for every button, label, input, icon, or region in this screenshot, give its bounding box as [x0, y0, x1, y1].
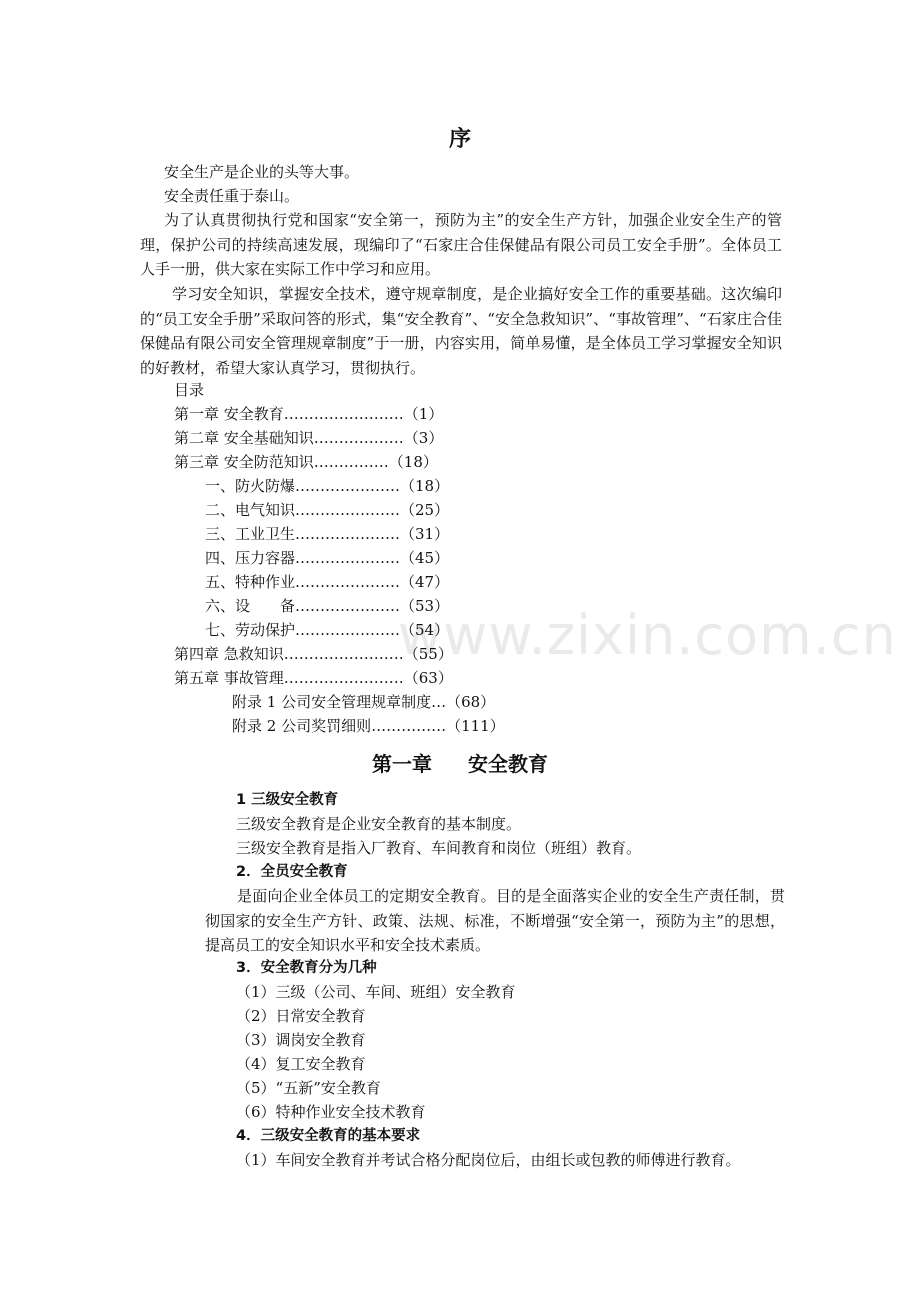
- preface-line-2: 安全责任重于泰山。: [164, 187, 300, 205]
- watermark: www.zixin.com.cn: [398, 604, 897, 667]
- section-3-item: （1）三级（公司、车间、班组）安全教育: [236, 983, 516, 1001]
- section-4-heading: 4．三级安全教育的基本要求: [236, 1128, 421, 1144]
- chapter-name: 安全教育: [468, 752, 548, 776]
- section-1-line-2: 三级安全教育是指入厂教育、车间教育和岗位（班组）教育。: [236, 839, 642, 857]
- toc-entry-chapter-3: 第三章 安全防范知识……………（18）: [174, 453, 438, 471]
- section-4-line-1: （1）车间安全教育并考试合格分配岗位后，由组长或包教的师傅进行教育。: [236, 1151, 741, 1169]
- section-3-heading: 3．安全教育分为几种: [236, 960, 377, 976]
- preface-title: 序: [448, 127, 471, 152]
- preface-paragraph-1: 为了认真贯彻执行党和国家“安全第一，预防为主”的安全生产方针，加强企业安全生产的管理，保护公司的持续高速发展，现编印了“石家庄合佳保健品有限公司员工安全手册”。全体员工人手一册，供大家在实际工作中学习和应用。: [140, 211, 782, 278]
- toc-entry-section: 五、特种作业…………………（47）: [205, 573, 450, 591]
- toc-entry-chapter-4: 第四章 急救知识……………………（55）: [174, 645, 453, 663]
- toc-entry-section: 三、工业卫生…………………（31）: [205, 525, 450, 543]
- section-3-item: （5）“五新”安全教育: [236, 1079, 381, 1097]
- section-2-paragraph: 是面向企业全体员工的定期安全教育。目的是全面落实企业的安全生产责任制，贯彻国家的安全生产方针、政策、法规、标准，不断增强“安全第一，预防为主”的思想，提高员工的安全知识水平和安全技术素质。: [205, 887, 785, 954]
- preface-line-1: 安全生产是企业的头等大事。: [164, 163, 360, 181]
- toc-entry-section: 一、防火防爆…………………（18）: [205, 477, 450, 495]
- section-3-item: （3）调岗安全教育: [236, 1031, 366, 1049]
- toc-entry-section: 二、电气知识…………………（25）: [205, 501, 450, 519]
- section-1-line-1: 三级安全教育是企业安全教育的基本制度。: [236, 815, 522, 833]
- section-3-item: （2）日常安全教育: [236, 1007, 366, 1025]
- section-1-heading: 1 三级安全教育: [236, 792, 339, 808]
- toc-entry-chapter-5: 第五章 事故管理……………………（63）: [174, 669, 453, 687]
- section-2-heading: 2．全员安全教育: [236, 864, 348, 880]
- section-3-item: （6）特种作业安全技术教育: [236, 1103, 426, 1121]
- toc-heading: 目录: [174, 381, 205, 399]
- toc-entry-section: 四、压力容器…………………（45）: [205, 549, 450, 567]
- toc-entry-section: 六、设 备…………………（53）: [205, 597, 450, 615]
- toc-entry-chapter-2: 第二章 安全基础知识………………（3）: [174, 429, 444, 447]
- section-3-item: （4）复工安全教育: [236, 1055, 366, 1073]
- toc-entry-section: 七、劳动保护…………………（54）: [205, 621, 450, 639]
- chapter-label: 第一章: [372, 752, 432, 776]
- toc-entry-appendix-2: 附录 2 公司奖罚细则……………（111）: [232, 717, 505, 735]
- preface-paragraph-2: 学习安全知识，掌握安全技术，遵守规章制度，是企业搞好安全工作的重要基础。这次编印的“员工安全手册”采取问答的形式，集“安全教育”、“安全急救知识”、“事故管理”、“石家庄合佳保健品有限公司安全管理规章制度”于一册，内容实用，简单易懂，是全体员工学习掌握安全知识的好教材，希望大家认真学习，贯彻执行。: [140, 285, 782, 377]
- toc-entry-appendix-1: 附录 1 公司安全管理规章制度…（68）: [232, 693, 496, 711]
- toc-entry-chapter-1: 第一章 安全教育……………………（1）: [174, 405, 444, 423]
- chapter-1-title: [0, 748, 920, 777]
